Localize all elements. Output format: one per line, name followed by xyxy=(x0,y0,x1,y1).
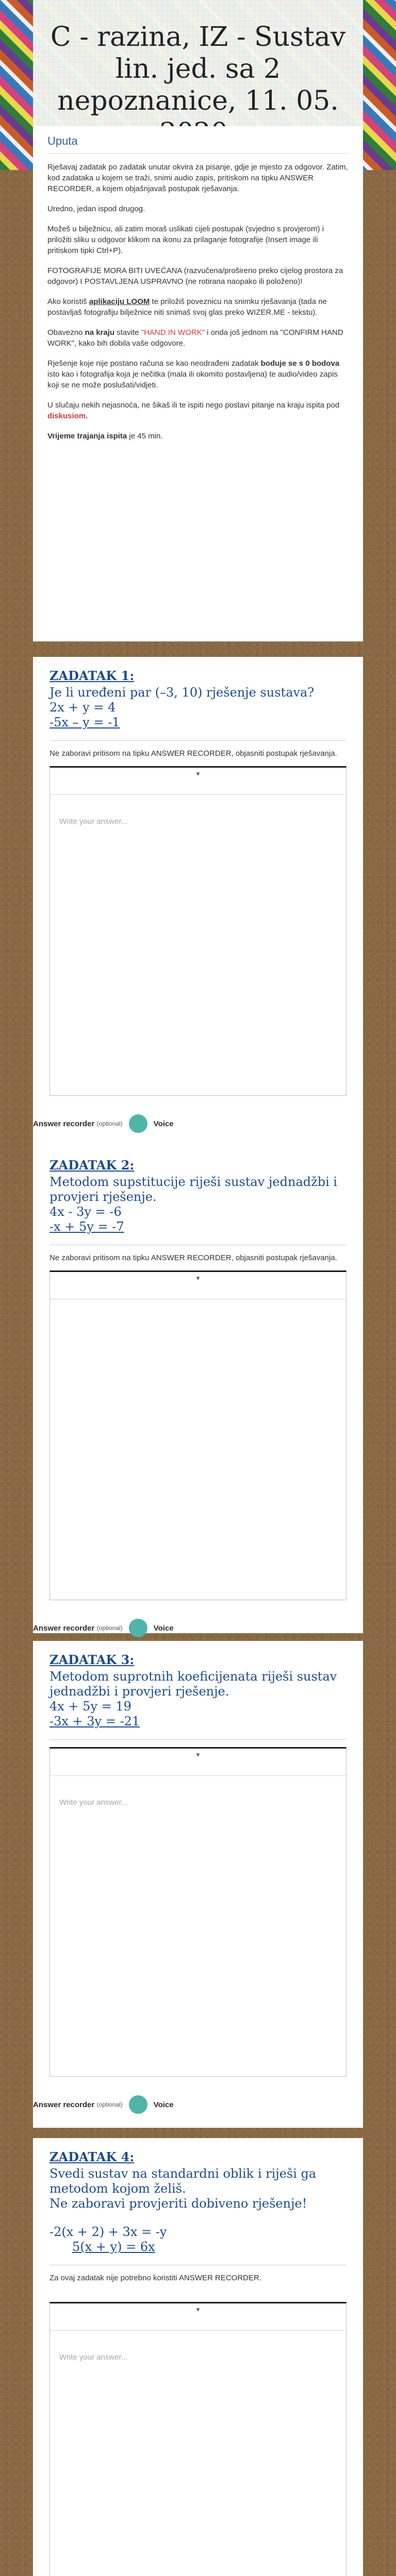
recorder-note: Za ovaj zadatak nije potrebno koristiti ANSWER RECORDER. xyxy=(50,2274,261,2282)
chevron-down-icon[interactable]: ▾ xyxy=(196,2306,200,2313)
equation-line: -5x – y = -1 xyxy=(50,715,120,730)
instruction-6-post: i onda još jednom na "CONFIRM HAND WORK", kako bih dobila vaše odgovore. xyxy=(47,328,343,348)
instruction-3: Možeš u bilježnicu, ali zatim moraš uslikati cijeli postupak (svjedno s provjerom) i priložiti sliku u odgovor klikom na ikonu za prilaganje fotografije (Insert image ili pritiskom tipki Ctrl+P). xyxy=(47,225,324,255)
divider xyxy=(50,740,346,741)
instruction-5-post: te priložiš poveznicu na snimku rješavanja (tada ne postavljaš fotografiju bilježnice niti snimaš svoj glas preko WIZER.ME - tekstu). xyxy=(47,297,327,317)
voice-label[interactable]: Voice xyxy=(153,1119,174,1128)
instruction-5-pre: Ako koristiš xyxy=(47,297,89,306)
question-4 xyxy=(33,2138,363,2576)
loom-link[interactable]: aplikaciju LOOM xyxy=(89,297,150,306)
instruction-6-red: "HAND IN WORK" xyxy=(141,328,205,337)
editor-toolbar[interactable] xyxy=(50,1272,346,1299)
question-title: ZADATAK 3: xyxy=(50,1652,135,1667)
question-text: Metodom suprotnih koeficijenata riješi sustav jednadžbi i provjeri rješenje. xyxy=(50,1669,337,1699)
answer-placeholder: Write your answer... xyxy=(59,1798,128,1807)
answer-recorder xyxy=(33,2094,363,2115)
record-icon[interactable] xyxy=(129,2095,147,2114)
answer-editor[interactable] xyxy=(50,2302,346,2576)
recorder-label: Answer recorder xyxy=(33,1119,95,1128)
instruction-9-bold: Vrijeme trajanja ispita xyxy=(47,432,127,440)
editor-toolbar[interactable] xyxy=(50,768,346,795)
instruction-8-pre: U slučaju nekih nejasnoća, ne šikaš ili te ispiti nego postavi pitanje na kraju ispita pod xyxy=(47,401,340,410)
instruction-7 xyxy=(47,358,349,391)
equation-line: 4x - 3y = -6 xyxy=(50,1205,122,1219)
answer-placeholder: Write your answer... xyxy=(59,817,128,826)
equation-line: -x + 5y = -7 xyxy=(50,1219,124,1234)
recorder-optional: (optional) xyxy=(96,1624,123,1632)
editor-toolbar[interactable] xyxy=(50,2303,346,2331)
equation-line: -2(x + 2) + 3x = -y xyxy=(50,2225,167,2239)
recorder-note: Ne zaboravi pritisom na tipku ANSWER RECORDER, objasniti postupak rješavanja. xyxy=(50,1253,337,1262)
instruction-6-mid: stavite xyxy=(114,328,141,337)
instruction-4: FOTOGRAFIJE MORA BITI UVEĆANA (razvučena/prošireno preko cijelog prostora za odgovor) I POSTAVLJENA USPRAVNO (ne rotirana naopako ili položeno)! xyxy=(47,266,343,286)
instructions-heading: Uputa xyxy=(47,134,349,154)
instruction-8-red: diskusiom. xyxy=(47,412,88,420)
instruction-1: Rješavaj zadatak po zadatak unutar okvira za pisanje, gdje je mjesto za odgovor. Zatim, kod zadataka u kojem se traži, snimi audio zapis, pritiskom na tipku ANSWER RECORDER, a kojem objašnjavaš postupak rješavanja. xyxy=(47,163,348,193)
instruction-7-bold: boduje se s 0 bodova xyxy=(260,359,340,368)
page-title: C - razina, IZ - Sustav lin. jed. sa 2 nepoznanice, 11. 05. xyxy=(50,22,346,116)
recorder-label: Answer recorder xyxy=(33,2100,95,2109)
equation-line: 2x + y = 4 xyxy=(50,700,116,715)
instruction-5 xyxy=(47,296,349,318)
question-title: ZADATAK 1: xyxy=(50,668,135,683)
instruction-6-bold: na kraju xyxy=(85,328,115,337)
question-title: ZADATAK 2: xyxy=(50,1158,135,1173)
answer-recorder xyxy=(33,1113,363,1134)
instruction-7-post: isto kao i fotografija koja je nečitka (mala ili okomito postavljena) te audio/video zapis koji se ne može poslušati/vidjeti. xyxy=(47,370,338,389)
divider xyxy=(50,1739,346,1740)
chevron-down-icon[interactable]: ▾ xyxy=(196,770,200,777)
question-1 xyxy=(33,657,363,1151)
answer-placeholder: Write your answer... xyxy=(59,2353,128,2362)
answer-recorder xyxy=(33,1618,363,1638)
record-icon[interactable] xyxy=(129,1619,147,1637)
question-subtext: Ne zaboravi provjeriti dobiveno rješenje! xyxy=(50,2196,307,2211)
equation-line: 4x + 5y = 19 xyxy=(50,1699,131,1714)
question-text: Metodom supstitucije riješi sustav jednadžbi i provjeri rješenje. xyxy=(50,1175,338,1204)
recorder-note: Ne zaboravi pritisom na tipku ANSWER RECORDER, objasniti postupak rješavanja. xyxy=(50,749,337,758)
chevron-down-icon[interactable]: ▾ xyxy=(196,1274,200,1282)
instruction-6 xyxy=(47,327,349,349)
recorder-optional: (optional) xyxy=(96,2101,123,2108)
question-2 xyxy=(33,1146,363,1633)
question-title: ZADATAK 4: xyxy=(50,2149,135,2164)
chevron-down-icon[interactable]: ▾ xyxy=(196,1751,200,1758)
instruction-7-pre: Rješenje koje nije postano računa se kao neodrađeni zadatak xyxy=(47,359,261,368)
question-3 xyxy=(33,1641,363,2128)
instruction-9-post: je 45 min. xyxy=(127,432,163,440)
instruction-8 xyxy=(47,400,349,421)
instruction-2: Uredno, jedan ispod drugog. xyxy=(47,205,145,213)
voice-label[interactable]: Voice xyxy=(153,2100,174,2109)
editor-toolbar[interactable] xyxy=(50,1749,346,1776)
recorder-optional: (optional) xyxy=(96,1120,123,1127)
answer-editor[interactable] xyxy=(50,766,346,1096)
voice-label[interactable]: Voice xyxy=(153,1623,174,1633)
question-text: Je li uređeni par (–3, 10) rješenje sustava? xyxy=(50,685,315,700)
equation-line: 5(x + y) = 6x xyxy=(72,2240,155,2254)
instruction-6-pre: Obavezno xyxy=(47,328,85,337)
question-text: Svedi sustav na standardni oblik i riješi ga metodom kojom želiš. xyxy=(50,2166,317,2196)
instruction-9 xyxy=(47,431,349,442)
recorder-label: Answer recorder xyxy=(33,1623,95,1633)
record-icon[interactable] xyxy=(129,1114,147,1133)
answer-editor[interactable] xyxy=(50,1747,346,2077)
answer-editor[interactable] xyxy=(50,1270,346,1600)
instructions-panel xyxy=(33,126,363,641)
equation-line: -3x + 3y = -21 xyxy=(50,1714,140,1728)
